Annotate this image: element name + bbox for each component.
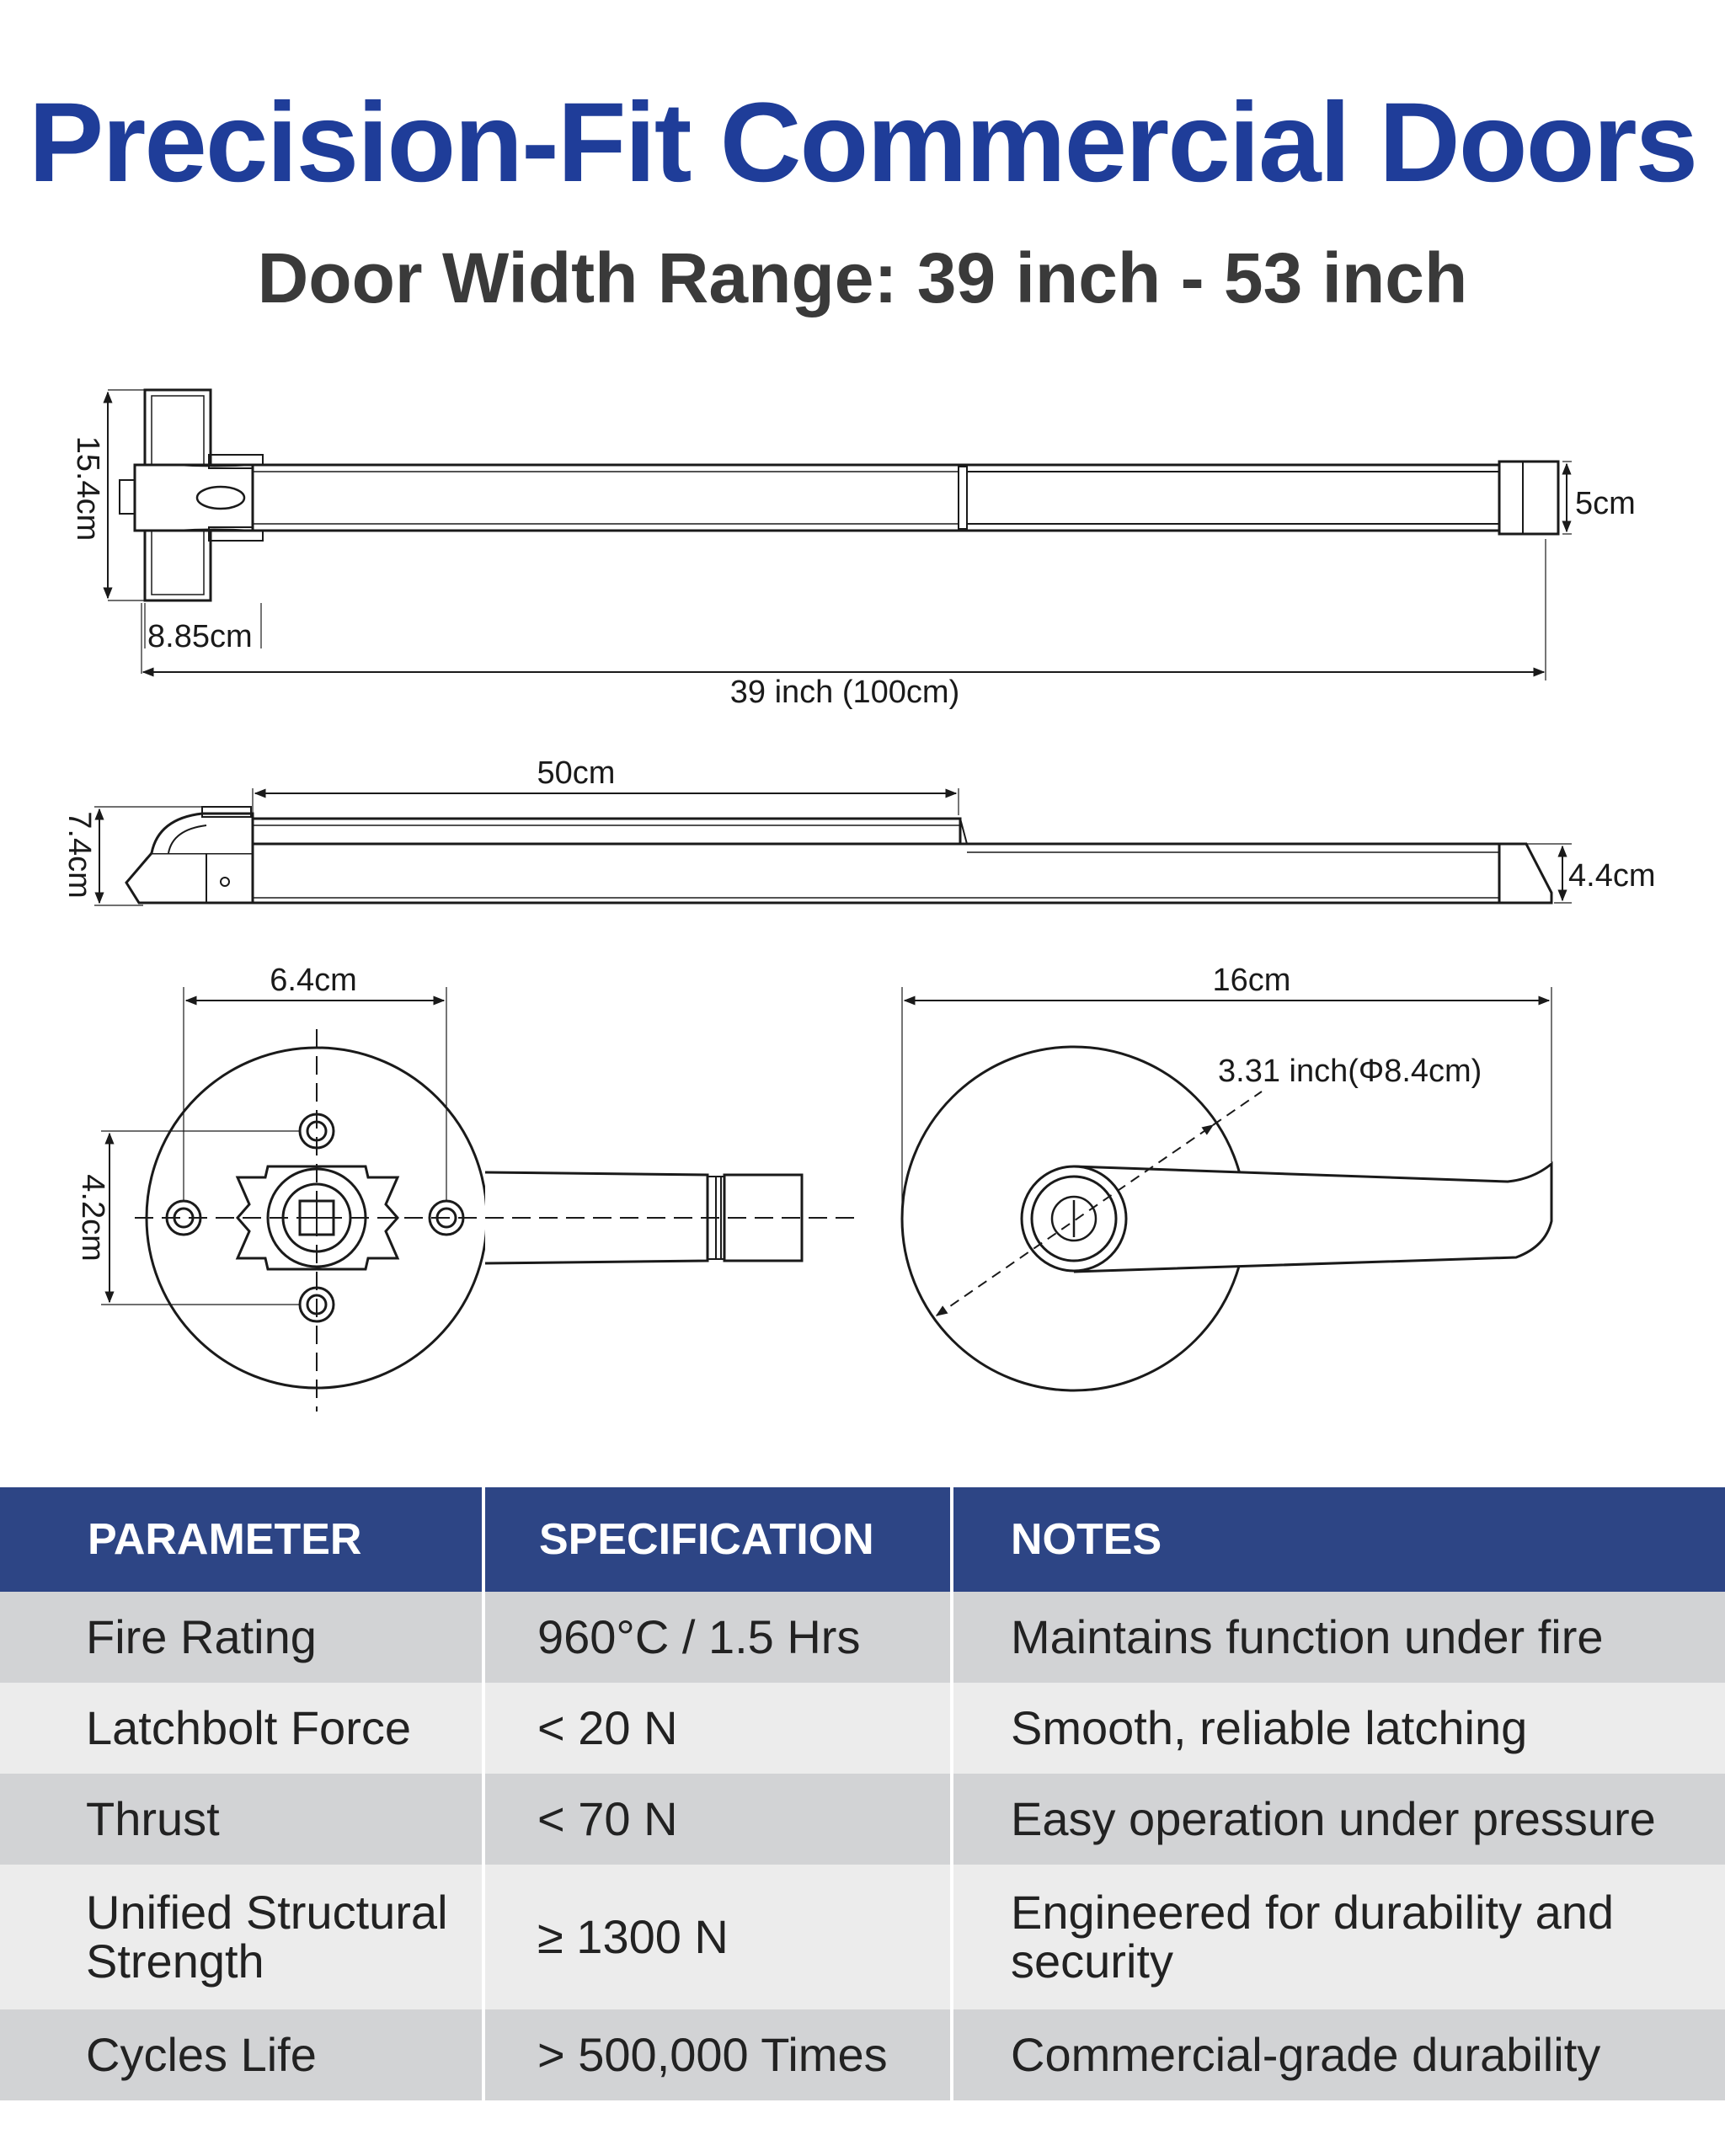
cell-specification: < 70 N (483, 1774, 952, 1865)
cell-specification: ≥ 1300 N (483, 1865, 952, 2009)
header-parameter: PARAMETER (0, 1487, 483, 1592)
top-view (120, 390, 1558, 600)
cell-parameter: Fire Rating (0, 1592, 483, 1683)
side-view-push-pad (253, 819, 960, 844)
cell-parameter: Cycles Life (0, 2009, 483, 2100)
dim-top-end-height: 5cm (1575, 486, 1636, 521)
page-subtitle: Door Width Range: 39 inch - 53 inch (257, 238, 1468, 318)
spec-table (0, 1487, 1725, 2100)
cell-parameter: Thrust (0, 1774, 483, 1865)
dim-rosette-width: 6.4cm (270, 963, 357, 998)
cell-notes: Commercial-grade durability (952, 2009, 1725, 2100)
header-specification: SPECIFICATION (483, 1487, 952, 1592)
table-row (0, 1683, 1725, 1774)
dim-top-height: 15.4cm (70, 435, 105, 542)
dim-side-push-length: 50cm (537, 755, 616, 791)
dim-lever-length: 16cm (1212, 963, 1291, 998)
cell-parameter: Latchbolt Force (0, 1683, 483, 1774)
cell-specification: 960°C / 1.5 Hrs (483, 1592, 952, 1683)
dim-top-base-width: 8.85cm (147, 619, 253, 654)
cell-notes: Engineered for durability and security (952, 1865, 1725, 2009)
dim-side-end-height: 4.4cm (1568, 858, 1656, 894)
table-row (0, 2009, 1725, 2100)
cell-notes: Maintains function under fire (952, 1592, 1725, 1683)
table-row (0, 1774, 1725, 1865)
page-title: Precision-Fit Commercial Doors (28, 80, 1697, 205)
top-view-end-cap (1499, 462, 1558, 534)
top-view-housing (135, 465, 253, 531)
cell-notes: Smooth, reliable latching (952, 1683, 1725, 1774)
cell-specification: < 20 N (483, 1683, 952, 1774)
header-notes: NOTES (952, 1487, 1725, 1592)
table-row (0, 1592, 1725, 1683)
table-row (0, 1865, 1725, 2009)
side-view (126, 807, 1551, 903)
cell-parameter: Unified Structural Strength (0, 1865, 483, 2009)
dim-top-total-length: 39 inch (100cm) (729, 675, 960, 710)
dim-rosette-diameter: 3.31 inch(Φ8.4cm) (1218, 1054, 1482, 1089)
top-view-bar (253, 465, 1499, 531)
cell-notes: Easy operation under pressure (952, 1774, 1725, 1865)
cell-specification: > 500,000 Times (483, 2009, 952, 2100)
dim-rosette-hole-spacing: 4.2cm (75, 1174, 110, 1262)
side-view-end-cap (1499, 844, 1551, 903)
table-header-row (0, 1487, 1725, 1592)
dim-side-height: 7.4cm (61, 811, 97, 899)
lever-front-view (902, 1047, 1551, 1390)
